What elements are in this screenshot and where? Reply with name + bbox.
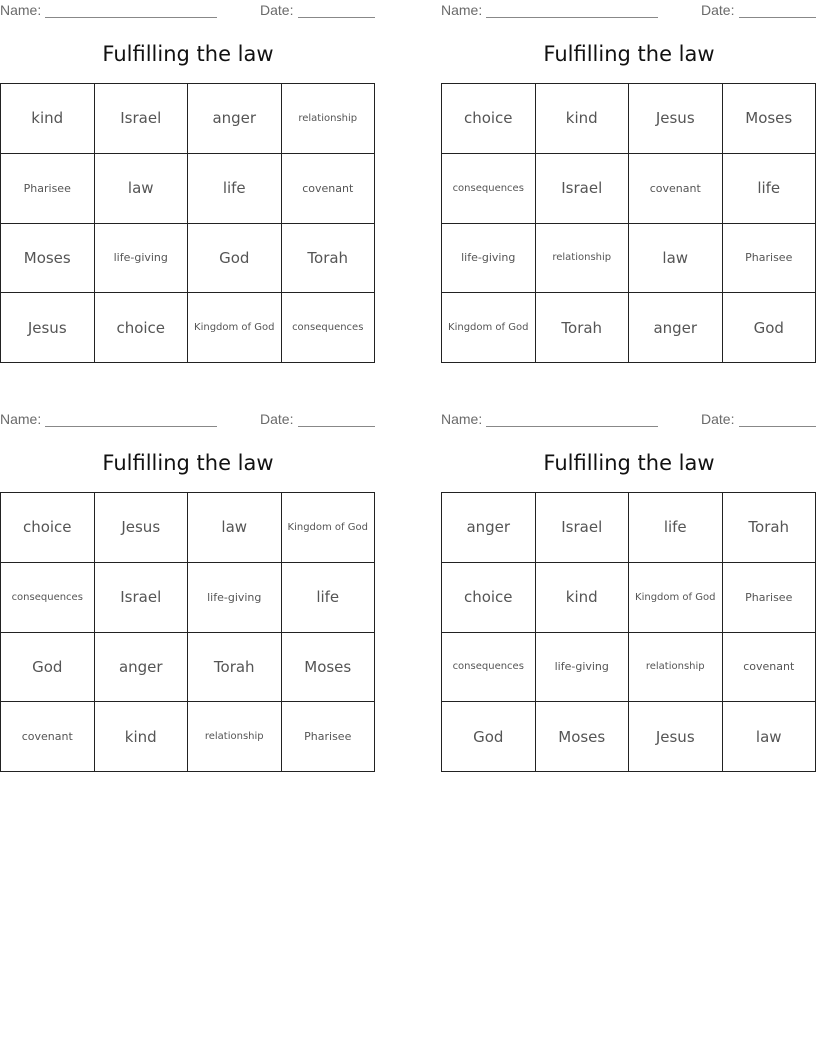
bingo-cell[interactable]: God [188, 224, 282, 294]
name-blank-line[interactable] [486, 17, 658, 18]
date-label: Date: [260, 2, 294, 18]
bingo-cell[interactable]: relationship [188, 702, 282, 772]
bingo-cell[interactable]: choice [1, 493, 95, 563]
bingo-cell[interactable]: consequences [442, 154, 536, 224]
card-header [0, 411, 376, 431]
bingo-cell[interactable]: God [1, 633, 95, 703]
bingo-cell[interactable]: Moses [536, 702, 630, 772]
bingo-cell[interactable]: relationship [629, 633, 723, 703]
bingo-cell[interactable]: relationship [536, 224, 630, 294]
bingo-cell[interactable]: covenant [723, 633, 816, 703]
name-label: Name: [0, 2, 42, 18]
date-blank-line[interactable] [298, 426, 375, 427]
bingo-cell[interactable]: Torah [282, 224, 376, 294]
bingo-card-4 [441, 409, 816, 773]
bingo-cell[interactable]: Jesus [95, 493, 189, 563]
bingo-cell[interactable]: Jesus [629, 84, 723, 154]
bingo-cell[interactable]: anger [95, 633, 189, 703]
name-blank-line[interactable] [486, 426, 658, 427]
bingo-cell[interactable]: Pharisee [723, 224, 816, 294]
bingo-cell[interactable]: choice [95, 293, 189, 363]
bingo-cell[interactable]: anger [442, 493, 536, 563]
bingo-cell[interactable]: Pharisee [1, 154, 95, 224]
name-label: Name: [0, 411, 42, 427]
bingo-cell[interactable]: kind [1, 84, 95, 154]
date-blank-line[interactable] [739, 426, 816, 427]
bingo-cell[interactable]: life-giving [95, 224, 189, 294]
card-title: Fulfilling the law [102, 451, 274, 475]
bingo-card-1 [0, 0, 376, 364]
bingo-cell[interactable]: Torah [188, 633, 282, 703]
bingo-cell[interactable]: law [629, 224, 723, 294]
bingo-cell[interactable]: Moses [282, 633, 376, 703]
bingo-cell[interactable]: covenant [282, 154, 376, 224]
bingo-grid [0, 83, 375, 363]
card-header [441, 2, 816, 22]
bingo-cell[interactable]: God [723, 293, 816, 363]
bingo-cell[interactable]: kind [536, 563, 630, 633]
bingo-cell[interactable]: God [442, 702, 536, 772]
bingo-grid [0, 492, 375, 772]
bingo-cell[interactable]: choice [442, 84, 536, 154]
bingo-cell[interactable]: anger [629, 293, 723, 363]
bingo-cell[interactable]: life [629, 493, 723, 563]
bingo-cell[interactable]: Kingdom of God [188, 293, 282, 363]
bingo-grid [441, 83, 816, 363]
bingo-cell[interactable]: covenant [629, 154, 723, 224]
bingo-cell[interactable]: consequences [1, 563, 95, 633]
name-blank-line[interactable] [45, 426, 217, 427]
bingo-card-3 [0, 409, 376, 773]
bingo-cell[interactable]: Pharisee [282, 702, 376, 772]
card-header [0, 2, 376, 22]
bingo-cell[interactable]: life-giving [442, 224, 536, 294]
card-title: Fulfilling the law [543, 42, 715, 66]
name-blank-line[interactable] [45, 17, 217, 18]
bingo-cell[interactable]: law [95, 154, 189, 224]
bingo-cell[interactable]: kind [536, 84, 630, 154]
bingo-cell[interactable]: Israel [536, 154, 630, 224]
bingo-cell[interactable]: life-giving [536, 633, 630, 703]
bingo-cell[interactable]: Torah [536, 293, 630, 363]
card-header [441, 411, 816, 431]
date-label: Date: [701, 2, 735, 18]
bingo-cell[interactable]: life [723, 154, 816, 224]
bingo-grid [441, 492, 816, 772]
bingo-cell[interactable]: Torah [723, 493, 816, 563]
bingo-cell[interactable]: Pharisee [723, 563, 816, 633]
bingo-cell[interactable]: life-giving [188, 563, 282, 633]
date-label: Date: [260, 411, 294, 427]
bingo-cell[interactable]: Kingdom of God [629, 563, 723, 633]
bingo-cell[interactable]: consequences [442, 633, 536, 703]
bingo-cell[interactable]: Israel [536, 493, 630, 563]
date-blank-line[interactable] [298, 17, 375, 18]
bingo-cell[interactable]: anger [188, 84, 282, 154]
name-label: Name: [441, 411, 483, 427]
bingo-cell[interactable]: life [188, 154, 282, 224]
bingo-cell[interactable]: choice [442, 563, 536, 633]
bingo-cell[interactable]: Israel [95, 84, 189, 154]
bingo-cell[interactable]: Kingdom of God [442, 293, 536, 363]
bingo-cell[interactable]: consequences [282, 293, 376, 363]
bingo-cell[interactable]: Jesus [629, 702, 723, 772]
bingo-cell[interactable]: Moses [723, 84, 816, 154]
date-label: Date: [701, 411, 735, 427]
date-blank-line[interactable] [739, 17, 816, 18]
card-title: Fulfilling the law [102, 42, 274, 66]
bingo-cell[interactable]: law [188, 493, 282, 563]
bingo-cell[interactable]: kind [95, 702, 189, 772]
name-label: Name: [441, 2, 483, 18]
bingo-cell[interactable]: life [282, 563, 376, 633]
bingo-cell[interactable]: Jesus [1, 293, 95, 363]
card-title: Fulfilling the law [543, 451, 715, 475]
bingo-cell[interactable]: Kingdom of God [282, 493, 376, 563]
bingo-cell[interactable]: Israel [95, 563, 189, 633]
bingo-cell[interactable]: covenant [1, 702, 95, 772]
bingo-card-2 [441, 0, 816, 364]
bingo-cell[interactable]: law [723, 702, 816, 772]
bingo-cell[interactable]: relationship [282, 84, 376, 154]
bingo-cell[interactable]: Moses [1, 224, 95, 294]
